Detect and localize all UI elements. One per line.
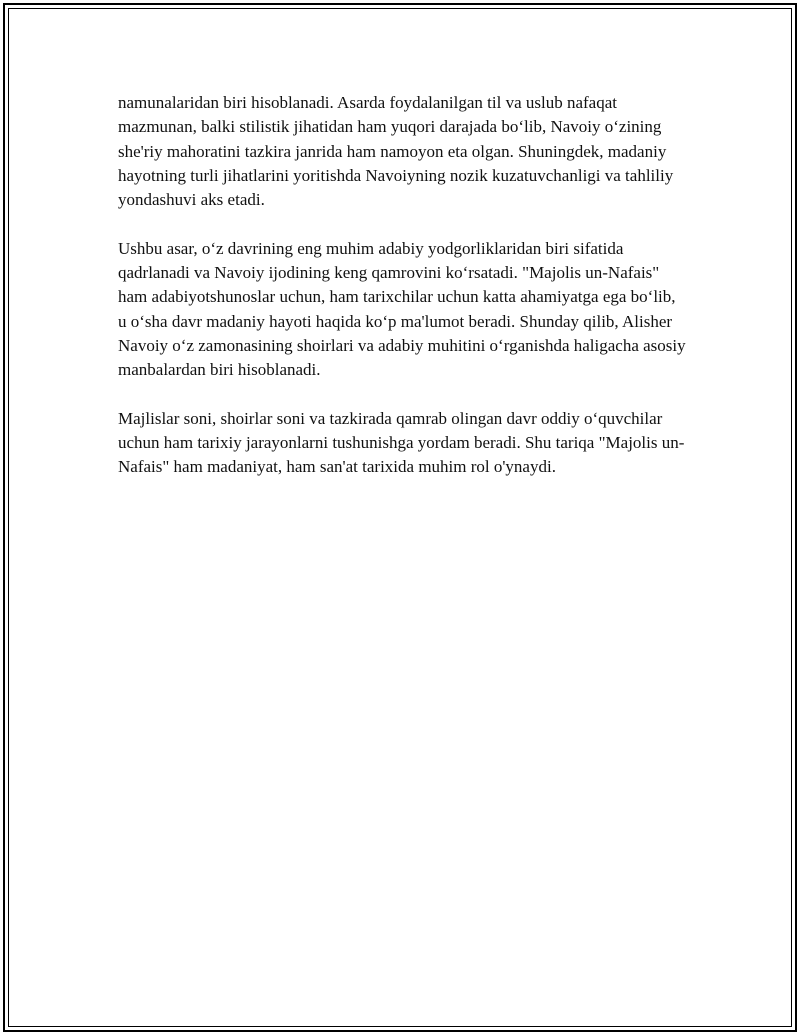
document-body bbox=[118, 91, 688, 504]
paragraph-2: Ushbu asar, oʻz davrining eng muhim adabiy yodgorliklaridan biri sifatida qadrlanadi va Navoiy ijodining keng qamrovini koʻrsatadi. "Majolis un-Nafais" ham adabiyotshunoslar uchun, ham tarixchilar uchun katta ahamiyatga ega boʻlib, u oʻsha davr madaniy hayoti haqida koʻp ma'lumot beradi. Shunday qilib, Alisher Navoiy oʻz zamonasining shoirlari va adabiy muhitini oʻrganishda haligacha asosiy manbalardan biri hisoblanadi. bbox=[118, 238, 686, 380]
paragraph-1: namunalaridan biri hisoblanadi. Asarda foydalanilgan til va uslub nafaqat mazmunan, balki stilistik jihatidan ham yuqori darajada boʻlib, Navoiy oʻzining she'riy mahoratini tazkira janrida ham namoyon eta olgan. Shuningdek, madaniy hayotning turli jihatlarini yoritishda Navoiyning nozik kuzatuvchanligi va tahliliy yondashuvi aks etadi. bbox=[118, 93, 674, 210]
paragraph-3: Majlislar soni, shoirlar soni va tazkirada qamrab olingan davr oddiy oʻquvchilar uchun ham tarixiy jarayonlarni tushunishga yordam beradi. Shu tariqa "Majolis un-Nafais" ham madaniyat, ham san'at tarixida muhim rol o'ynaydi. bbox=[118, 408, 685, 477]
